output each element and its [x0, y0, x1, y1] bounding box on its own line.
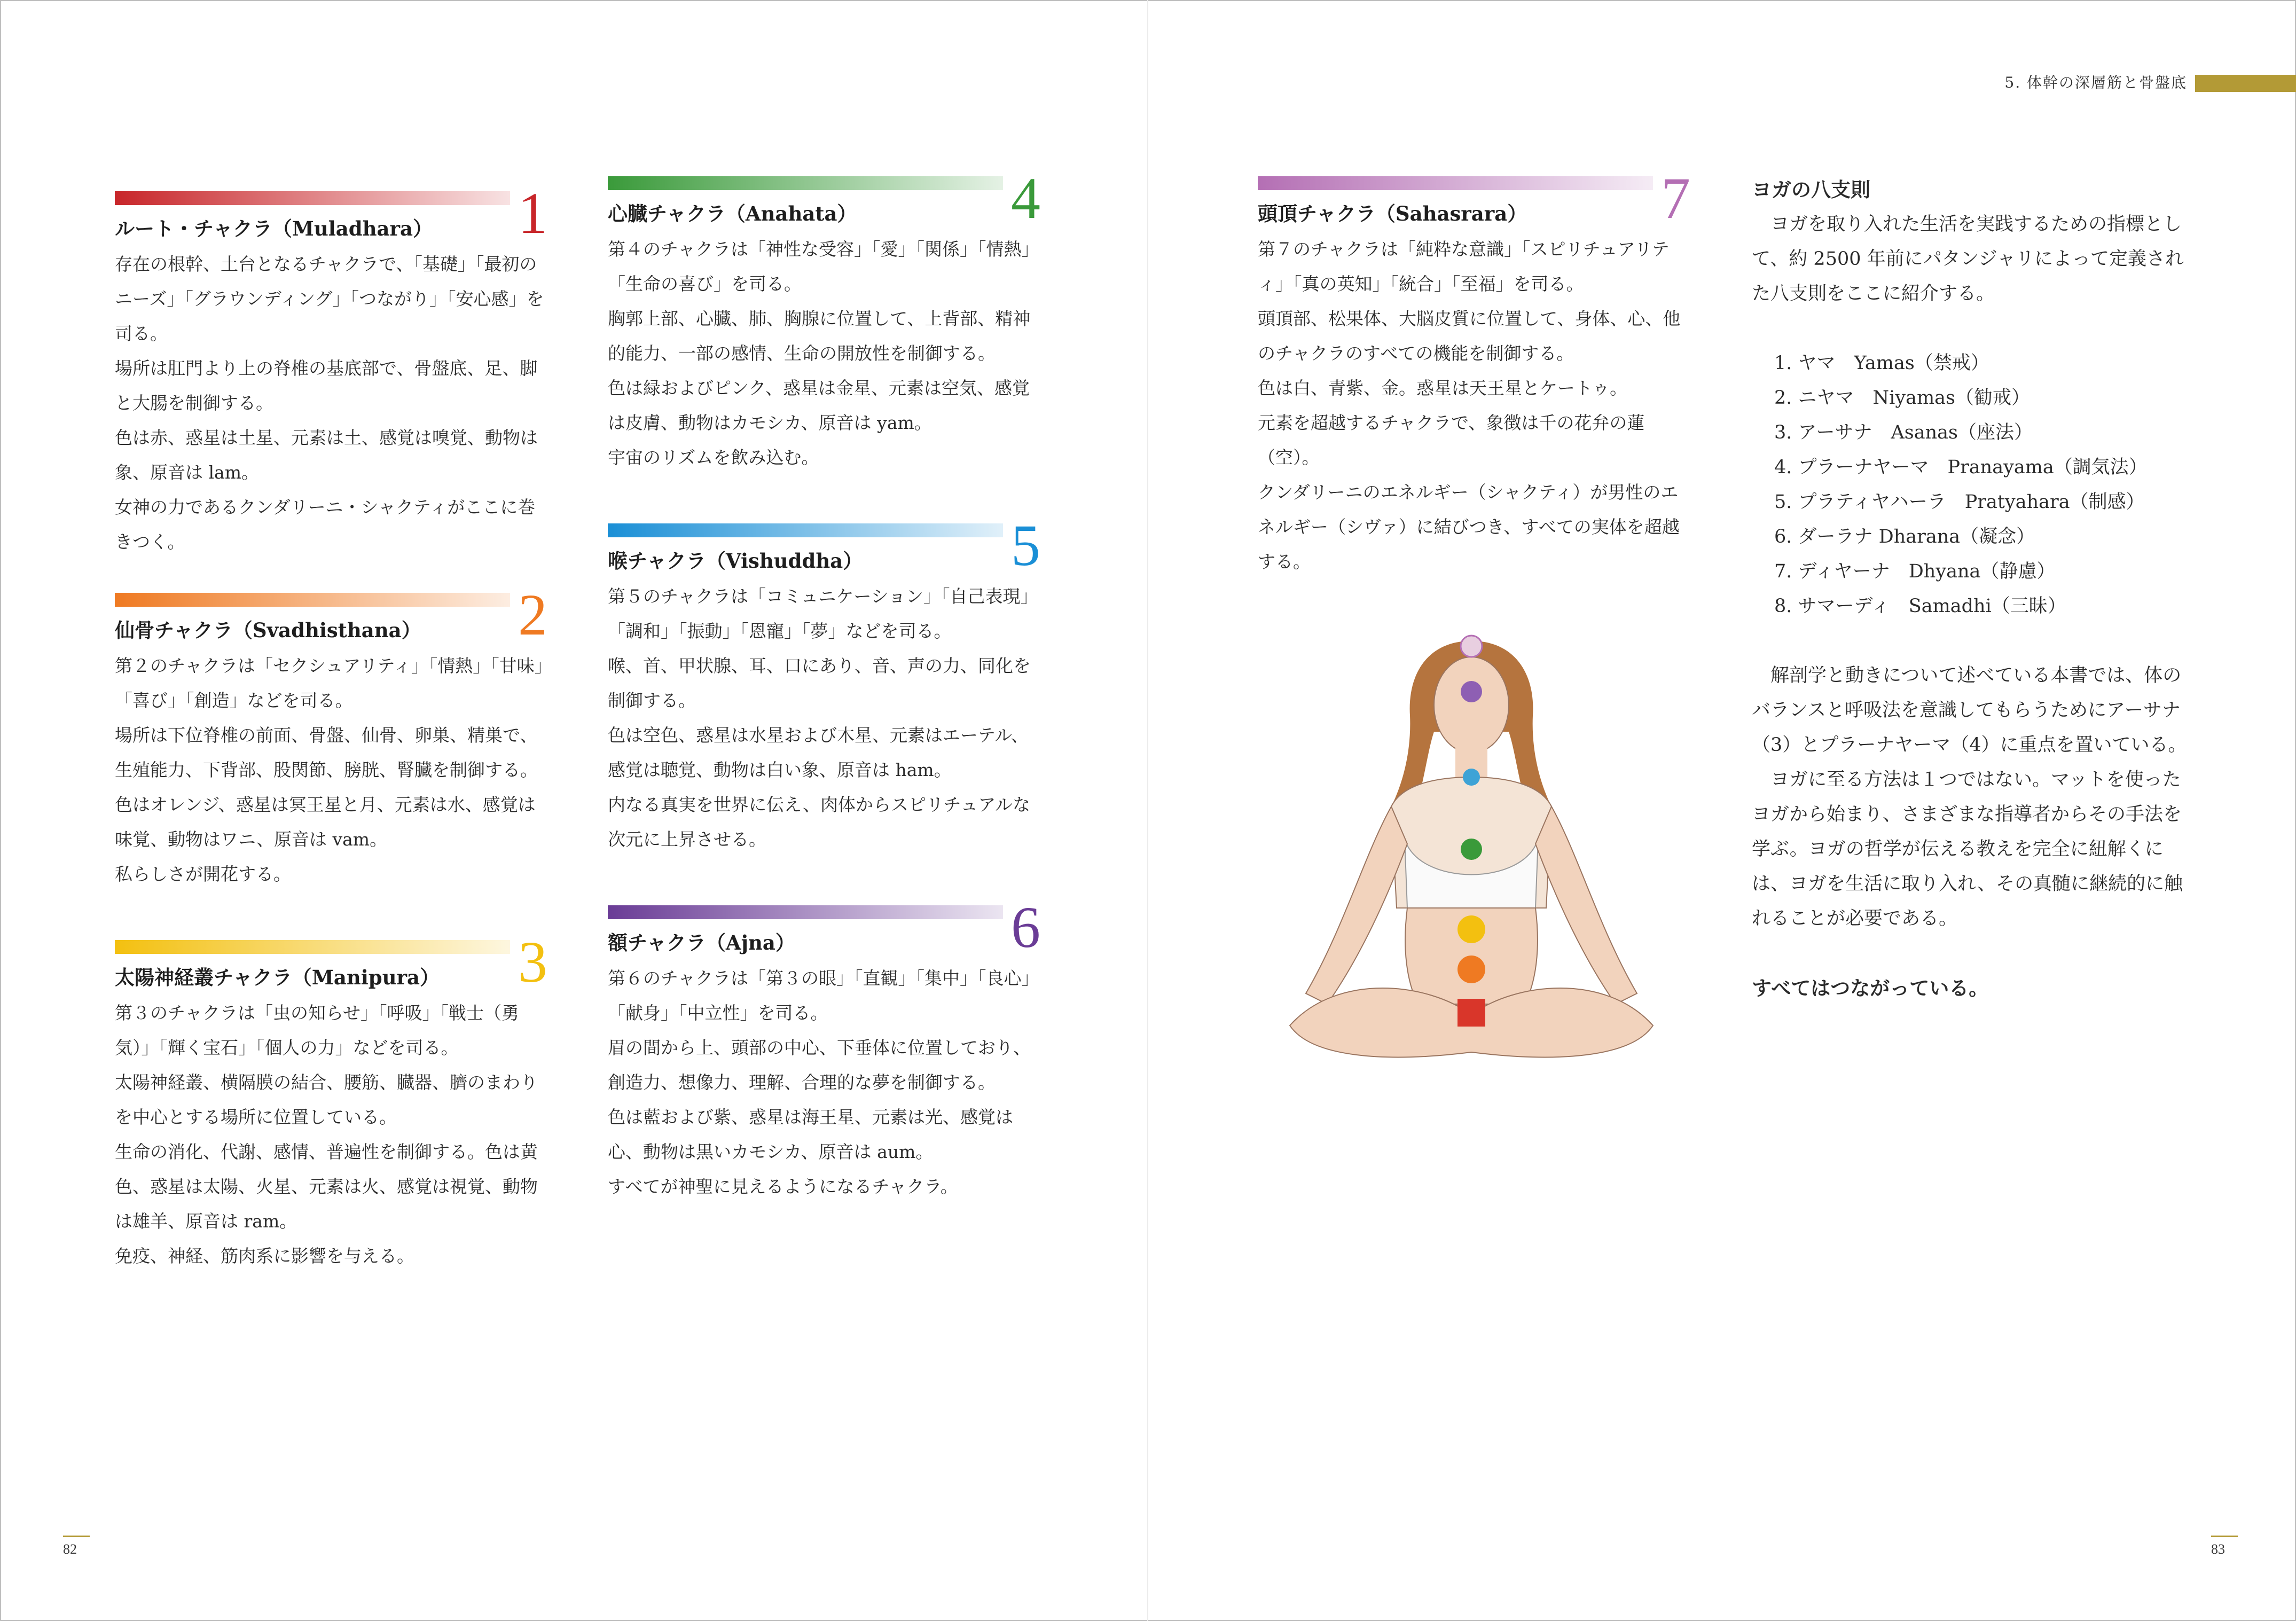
list-item: 6. ダーラナ Dharana（凝念） — [1774, 526, 2035, 547]
chakra-color-band — [115, 940, 510, 954]
chakra-line: 胸郭上部、心臓、肺、胸腺に位置して、上背部、精神的能力、一部の感情、生命の開放性を制御する。 — [608, 308, 1031, 364]
chakra-line: 女神の力であるクンダリーニ・シャクティがここに巻きつく。 — [115, 497, 536, 552]
list-item: 1. ヤマ Yamas（禁戒） — [1774, 353, 1989, 374]
chakra-number: 2 — [518, 582, 547, 647]
chakra-line: 第２のチャクラは「セクシュアリティ」「情熱」「甘味」「喜び」「創造」などを司る。 — [115, 655, 544, 711]
page-number-right — [2211, 1536, 2238, 1557]
chakra-title: 心臓チャクラ（Anahata） — [608, 202, 857, 225]
chakra-line: 内なる真実を世界に伝え、肉体からスピリチュアルな次元に上昇させる。 — [608, 794, 1031, 850]
chakra-number: 1 — [518, 181, 547, 246]
chakra-line: 色は空色、惑星は水星および木星、元素はエーテル、感覚は聴覚、動物は白い象、原音は ham。 — [608, 725, 1029, 780]
chakra-line: 太陽神経叢、横隔膜の結合、腰筋、臓器、臍のまわりを中心とする場所に位置している。 — [115, 1072, 538, 1127]
page-number-left-text: 82 — [63, 1541, 77, 1557]
chakra-line: 元素を超越するチャクラで、象徴は千の花弁の蓮（空）。 — [1258, 412, 1645, 468]
chakra-description — [115, 247, 547, 559]
yoga-paragraph: ヨガに至る方法は１つではない。マットを使ったヨガから始まり、さまざまな指導者からその手法を学ぶ。ヨガの哲学が伝える教えを完全に紐解くには、ヨガを生活に取り入れ、その真髄に継続的に触れることが必要である。 — [1752, 769, 2183, 929]
yoga-eight-limbs — [1752, 173, 2190, 1006]
chakra-line: 色は赤、惑星は土星、元素は土、感覚は嗅覚、動物は象、原音は lam。 — [115, 427, 538, 483]
chakra-title: ルート・チャクラ（Muladhara） — [115, 217, 433, 240]
list-item: 2. ニヤマ Niyamas（勧戒） — [1774, 387, 2030, 409]
chakra-title: 仙骨チャクラ（Svadhisthana） — [115, 618, 421, 642]
chakra-description — [1258, 232, 1690, 579]
chakra-number: 5 — [1011, 513, 1040, 578]
running-head-bar — [2195, 75, 2296, 92]
chakra-title: 頭頂チャクラ（Sahasrara） — [1258, 202, 1527, 225]
running-head: 5. 体幹の深層筋と骨盤底 — [2004, 74, 2187, 91]
chakra-description — [115, 648, 547, 891]
chakra-line: クンダリーニのエネルギー（シャクティ）が男性のエネルギー（シヴァ）に結びつき、すべての実体を超越する。 — [1258, 482, 1680, 572]
chakra-color-band — [115, 593, 510, 607]
chakra-color-band — [608, 523, 1003, 537]
chakra-line: 第６のチャクラは「第３の眼」「直観」「集中」「良心」「献身」「中立性」を司る。 — [608, 968, 1039, 1023]
list-item: 3. アーサナ Asanas（座法） — [1774, 422, 2033, 443]
chakra-title: 太陽神経叢チャクラ（Manipura） — [115, 966, 440, 989]
chakra-number: 3 — [518, 929, 547, 994]
chakra-color-band — [608, 905, 1003, 919]
page-number-left — [63, 1536, 90, 1557]
chakra-title: 額チャクラ（Ajna） — [608, 931, 795, 954]
chakra-line: 第７のチャクラは「純粋な意識」「スピリチュアリティ」「真の英知」「統合」「至福」を司る。 — [1258, 239, 1670, 294]
chakra-line: 第４のチャクラは「神性な受容」「愛」「関係」「情熱」「生命の喜び」を司る。 — [608, 239, 1039, 294]
yoga-closing: すべてはつながっている。 — [1752, 977, 1989, 1000]
spread-gutter — [1147, 0, 1148, 1621]
chakra-number: 7 — [1661, 166, 1690, 231]
chakra-line: 喉、首、甲状腺、耳、口にあり、音、声の力、同化を制御する。 — [608, 655, 1031, 711]
chakra-line: 頭頂部、松果体、大脳皮質に位置して、身体、心、他のチャクラのすべての機能を制御する。 — [1258, 308, 1681, 364]
yoga-paragraph: 解剖学と動きについて述べている本書では、体のバランスと呼吸法を意識してもらうためにアーサナ（3）とプラーナヤーマ（4）に重点を置いている。 — [1752, 665, 2187, 756]
meditating-figure-illustration — [1258, 630, 1685, 1106]
yoga-limbs-list — [1752, 346, 2190, 624]
chakra-line: 第５のチャクラは「コミュニケーション」「自己表現」「調和」「振動」「恩寵」「夢」などを司る。 — [608, 586, 1038, 641]
chakra-description — [608, 579, 1040, 857]
chakra-line: 色は緑およびピンク、惑星は金星、元素は空気、感覚は皮膚、動物はカモシカ、原音は yam。 — [608, 378, 1030, 433]
chakra-number: 6 — [1011, 895, 1040, 960]
chakra-description — [608, 232, 1040, 475]
chakra-line: 色は白、青紫、金。惑星は天王星とケートゥ。 — [1258, 378, 1628, 398]
chakra-line: 色はオレンジ、惑星は冥王星と月、元素は水、感覚は味覚、動物はワニ、原音は vam。 — [115, 794, 536, 850]
chakra-description — [115, 996, 547, 1273]
chakra-line: 場所は下位脊椎の前面、骨盤、仙骨、卵巣、精巣で、生殖能力、下背部、股関節、膀胱、腎臓を制御する。 — [115, 725, 538, 780]
list-item: 5. プラティヤハーラ Pratyahara（制感） — [1774, 491, 2145, 513]
chakra-line: 存在の根幹、土台となるチャクラで、「基礎」「最初のニーズ」「グラウンディング」「つながり」「安心感」を司る。 — [115, 254, 544, 344]
yoga-intro: ヨガを取り入れた生活を実践するための指標として、約 2500 年前にパタンジャリによって定義された八支則をここに紹介する。 — [1752, 214, 2184, 304]
chakra-number: 4 — [1011, 166, 1040, 231]
list-item: 8. サマーディ Samadhi（三昧） — [1774, 596, 2066, 617]
chakra-color-band — [115, 191, 510, 205]
chakra-line: 生命の消化、代謝、感情、普遍性を制御する。色は黄色、惑星は太陽、火星、元素は火、感覚は視覚、動物は雄羊、原音は ram。 — [115, 1141, 538, 1232]
list-item: 7. ディヤーナ Dhyana（静慮） — [1774, 561, 2056, 582]
chakra-line: 宇宙のリズムを飲み込む。 — [608, 447, 819, 468]
chakra-description — [608, 961, 1040, 1204]
chakra-line: 第３のチャクラは「虫の知らせ」「呼吸」「戦士（勇気）」「輝く宝石」「個人の力」などを司る。 — [115, 1003, 520, 1058]
chakra-line: 眉の間から上、頭部の中心、下垂体に位置しており、創造力、想像力、理解、合理的な夢を制御する。 — [608, 1037, 1031, 1093]
chakra-line: 免疫、神経、筋肉系に影響を与える。 — [115, 1246, 414, 1266]
chakra-line: 色は藍および紫、惑星は海王星、元素は光、感覚は心、動物は黒いカモシカ、原音は aum。 — [608, 1107, 1013, 1162]
list-item: 4. プラーナヤーマ Pranayama（調気法） — [1774, 457, 2148, 478]
chakra-line: 私らしさが開花する。 — [115, 864, 291, 884]
chakra-line: すべてが神聖に見えるようになるチャクラ。 — [608, 1176, 958, 1197]
chakra-title: 喉チャクラ（Vishuddha） — [608, 549, 863, 573]
chakra-line: 場所は肛門より上の脊椎の基底部で、骨盤底、足、脚と大腸を制御する。 — [115, 358, 538, 413]
yoga-heading: ヨガの八支則 — [1752, 178, 1870, 201]
chakra-color-band — [1258, 176, 1653, 190]
page-number-right-text: 83 — [2211, 1541, 2225, 1557]
chakra-color-band — [608, 176, 1003, 190]
